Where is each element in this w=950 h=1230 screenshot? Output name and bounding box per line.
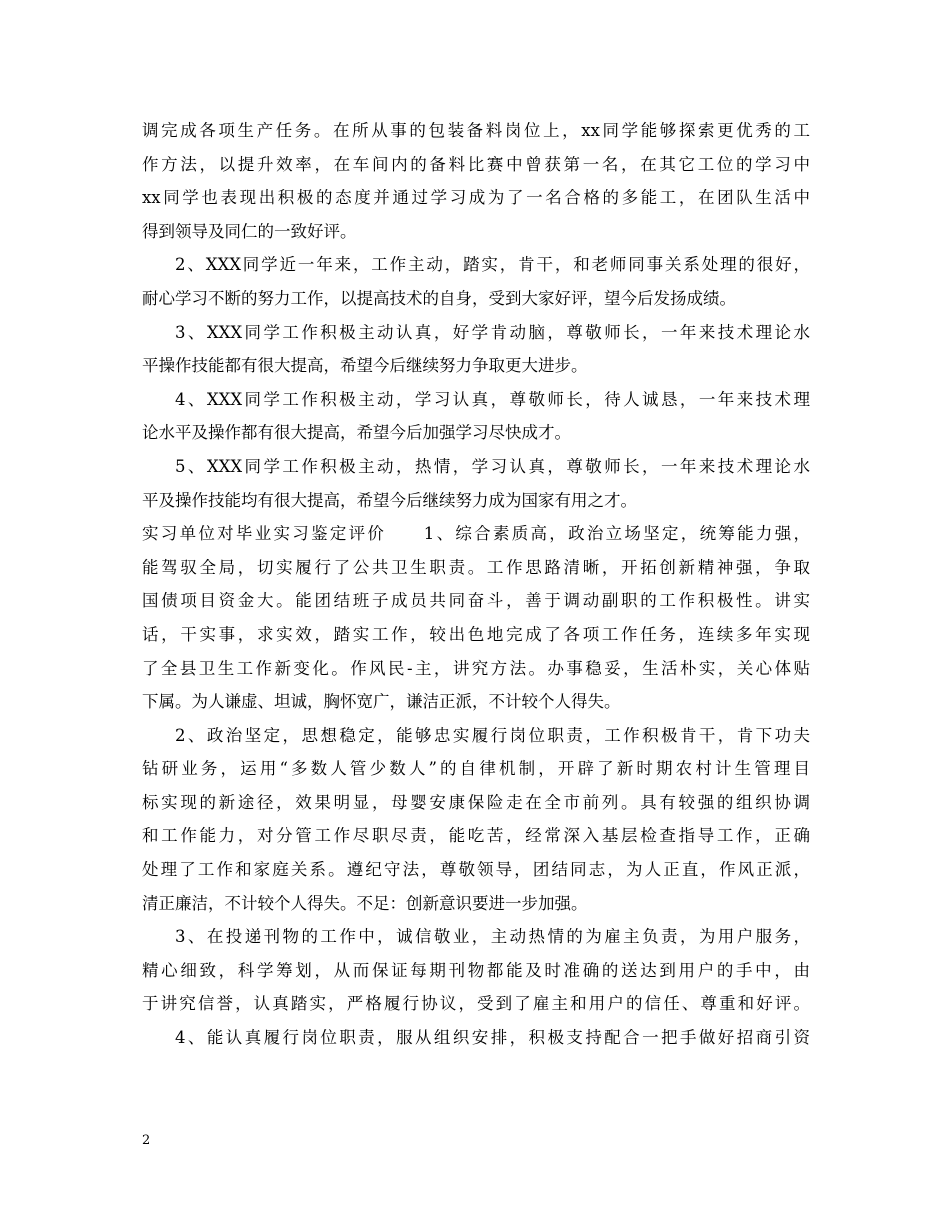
text-line: 5、XXX同学工作积极主动，热情，学习认真，尊敬师长，一年来技术理论水 — [175, 456, 810, 476]
page-number: 2 — [142, 1133, 151, 1148]
text-line: 下属。为人谦虚、坦诚，胸怀宽广，谦洁正派，不计较个人得失。 — [142, 692, 621, 712]
text-line: 话，干实事，求实效，踏实工作，较出色地完成了各项工作任务，连续多年实现 — [142, 624, 810, 644]
text-line: 4、XXX同学工作积极主动，学习认真，尊敬师长，待人诚恳，一年来技术理 — [175, 389, 810, 409]
text-line: 国债项目资金大。能团结班子成员共同奋斗，善于调动副职的工作积极性。讲实 — [142, 591, 810, 611]
text-line: 2、XXX同学近一年来，工作主动，踏实，肯干，和老师同事关系处理的很好， — [175, 255, 810, 275]
text-line: 于讲究信誉，认真踏实，严格履行协议，受到了雇主和用户的信任、尊重和好评。 — [142, 994, 810, 1014]
text-line: 平及操作技能均有很大提高，希望今后继续努力成为国家有用之才。 — [142, 490, 637, 510]
text-line: 钻研业务，运用“多数人管少数人”的自律机制，开辟了新时期农村计生管理目 — [142, 759, 810, 779]
text-line: 和工作能力，对分管工作尽职尽责，能吃苦，经常深入基层检查指导工作，正确 — [142, 826, 810, 846]
text-line: 平操作技能都有很大提高，希望今后继续努力争取更大进步。 — [142, 356, 588, 376]
text-line: 精心细致，科学筹划，从而保证每期刊物都能及时准确的送达到用户的手中，由 — [142, 960, 810, 980]
text-line: 实习单位对毕业实习鉴定评价 1、综合素质高，政治立场坚定，统筹能力强， — [142, 524, 810, 544]
text-line: 作方法，以提升效率，在车间内的备料比赛中曾获第一名，在其它工位的学习中 — [142, 154, 810, 174]
text-line: 清正廉洁，不计较个人得失。不足：创新意识要进一步加强。 — [142, 893, 588, 913]
text-line: 得到领导及同仁的一致好评。 — [142, 221, 357, 241]
text-line: 3、XXX同学工作积极主动认真，好学肯动脑，尊敬师长，一年来技术理论水 — [175, 322, 810, 342]
text-line: 标实现的新途径，效果明显，母婴安康保险走在全市前列。具有较强的组织协调 — [142, 792, 810, 812]
text-line: 调完成各项生产任务。在所从事的包装备料岗位上，xx同学能够探索更优秀的工 — [142, 121, 810, 140]
text-line: 耐心学习不断的努力工作，以提高技术的自身，受到大家好评，望今后发扬成绩。 — [142, 288, 736, 308]
text-line: 处理了工作和家庭关系。遵纪守法，尊敬领导，团结同志，为人正直，作风正派， — [142, 860, 810, 880]
text-line: 4、能认真履行岗位职责，服从组织安排，积极支持配合一把手做好招商引资 — [175, 1028, 810, 1048]
text-line: xx同学也表现出积极的态度并通过学习成为了一名合格的多能工，在团队生活中 — [142, 188, 810, 208]
body-text — [142, 114, 810, 1055]
text-line: 了全县卫生工作新变化。作风民-主，讲究方法。办事稳妥，生活朴实，关心体贴 — [142, 658, 810, 678]
text-line: 2、政治坚定，思想稳定，能够忠实履行岗位职责，工作积极肯干，肯下功夫 — [175, 725, 810, 745]
text-line: 论水平及操作都有很大提高，希望今后加强学习尽快成才。 — [142, 423, 571, 443]
text-line: 能驾驭全局，切实履行了公共卫生职责。工作思路清晰，开拓创新精神强，争取 — [142, 557, 810, 577]
text-line: 3、在投递刊物的工作中，诚信敬业，主动热情的为雇主负责，为用户服务， — [175, 927, 810, 947]
